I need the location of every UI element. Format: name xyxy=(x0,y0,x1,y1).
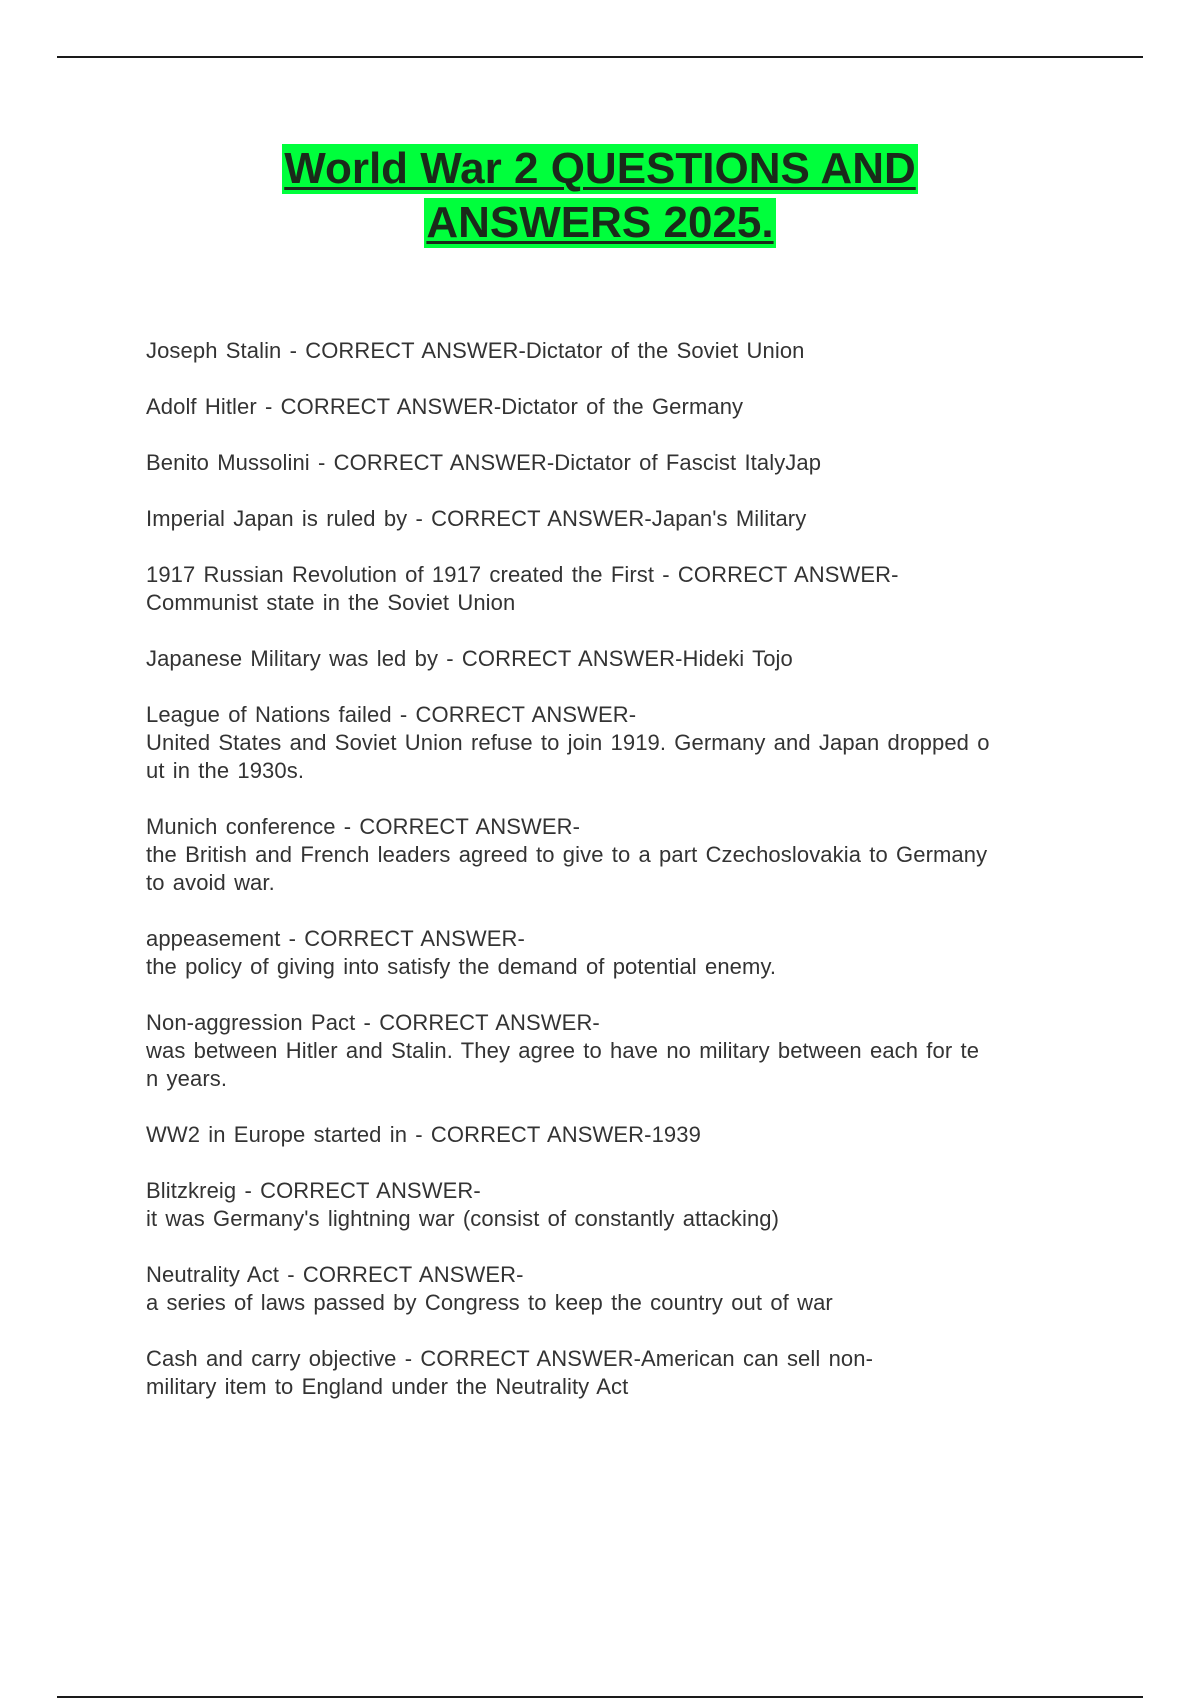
bottom-rule xyxy=(57,1696,1143,1698)
qa-item: Imperial Japan is ruled by - CORRECT ANSWER-Japan's Military xyxy=(146,506,807,531)
qa-item: Neutrality Act - CORRECT ANSWER- a series of laws passed by Congress to keep the country out of war xyxy=(146,1262,833,1315)
title-line-2: ANSWERS 2025. xyxy=(426,198,774,247)
qa-item: 1917 Russian Revolution of 1917 created the First - CORRECT ANSWER- Communist state in the Soviet Union xyxy=(146,562,899,615)
qa-item: Munich conference - CORRECT ANSWER- the British and French leaders agreed to give to a part Czechoslovakia to Germany to avoid war. xyxy=(146,814,988,895)
qa-item: Adolf Hitler - CORRECT ANSWER-Dictator of the Germany xyxy=(146,394,744,419)
qa-item: WW2 in Europe started in - CORRECT ANSWER-1939 xyxy=(146,1122,701,1147)
top-rule xyxy=(57,56,1143,58)
qa-item: appeasement - CORRECT ANSWER- the policy of giving into satisfy the demand of potential enemy. xyxy=(146,926,777,979)
qa-item: Non-aggression Pact - CORRECT ANSWER- was between Hitler and Stalin. They agree to have no military between each for te n years. xyxy=(146,1010,980,1091)
document-title xyxy=(0,144,1200,248)
qa-item: Blitzkreig - CORRECT ANSWER- it was Germany's lightning war (consist of constantly attacking) xyxy=(146,1178,780,1231)
qa-list xyxy=(146,337,1096,1429)
qa-item: Benito Mussolini - CORRECT ANSWER-Dictator of Fascist ItalyJap xyxy=(146,450,822,475)
qa-item: Japanese Military was led by - CORRECT ANSWER-Hideki Tojo xyxy=(146,646,793,671)
title-line-1: World War 2 QUESTIONS AND xyxy=(284,144,916,193)
qa-item: League of Nations failed - CORRECT ANSWER- United States and Soviet Union refuse to join 1919. Germany and Japan dropped o ut in the 1930s. xyxy=(146,702,990,783)
qa-item: Cash and carry objective - CORRECT ANSWER-American can sell non- military item to England under the Neutrality Act xyxy=(146,1346,874,1399)
qa-item: Joseph Stalin - CORRECT ANSWER-Dictator of the Soviet Union xyxy=(146,338,805,363)
